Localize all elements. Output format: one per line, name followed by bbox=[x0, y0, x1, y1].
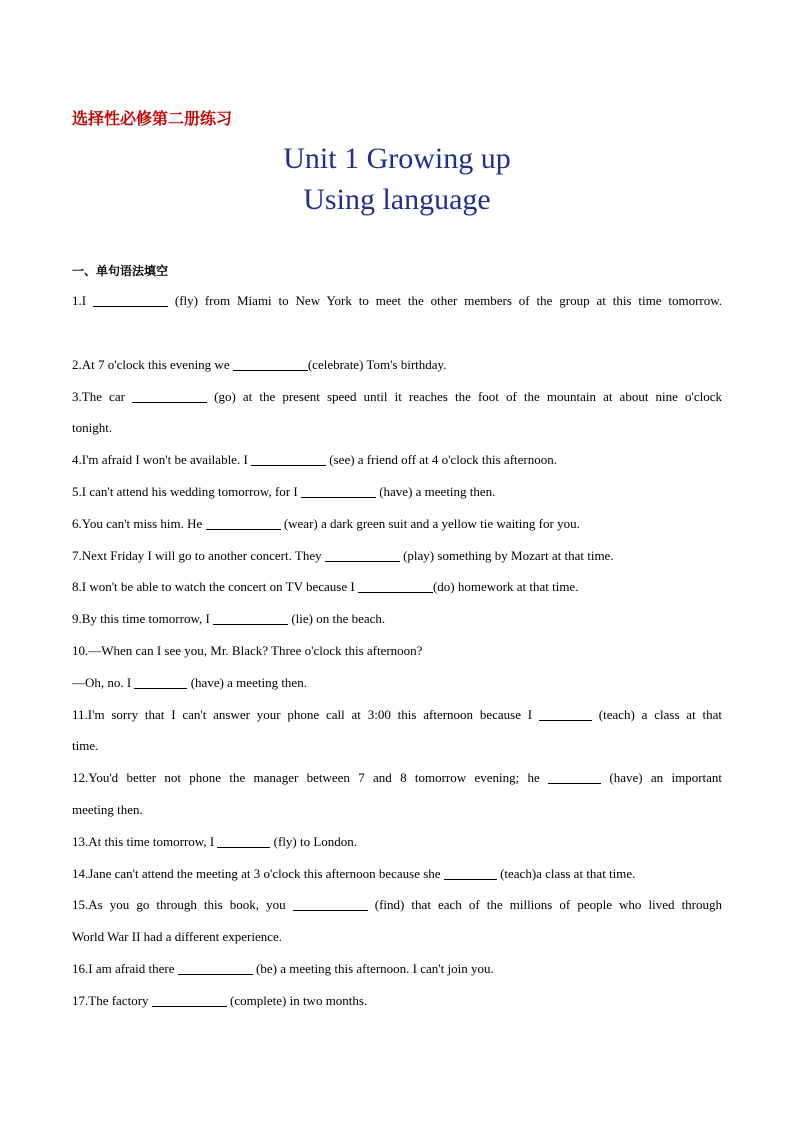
question-5: 5.I can't attend his wedding tomorrow, for I (have) a meeting then. bbox=[72, 484, 496, 499]
question-8: 8.I won't be able to watch the concert on TV because I (do) homework at that time. bbox=[72, 579, 579, 594]
section-heading: 一、单句语法填空 bbox=[72, 264, 169, 278]
question-4: 4.I'm afraid I won't be available. I (see) a friend off at 4 o'clock this afternoon. bbox=[72, 452, 557, 467]
question-17: 17.The factory (complete) in two months. bbox=[72, 993, 368, 1008]
question-6: 6.You can't miss him. He (wear) a dark green suit and a yellow tie waiting for you. bbox=[72, 516, 580, 531]
series-tag: 选择性必修第二册练习 bbox=[72, 109, 233, 128]
answer-blank[interactable] bbox=[93, 292, 168, 307]
question-15-cont: World War II had a different experience. bbox=[72, 929, 283, 944]
answer-blank[interactable] bbox=[301, 483, 376, 498]
question-13: 13.At this time tomorrow, I (fly) to London. bbox=[72, 834, 358, 849]
question-11-cont: time. bbox=[72, 738, 99, 753]
question-10-reply: —Oh, no. I (have) a meeting then. bbox=[72, 675, 307, 690]
question-2: 2.At 7 o'clock this evening we (celebrate) Tom's birthday. bbox=[72, 357, 447, 372]
answer-blank[interactable] bbox=[134, 674, 187, 689]
question-10: 10.—When can I see you, Mr. Black? Three o'clock this afternoon? bbox=[72, 643, 423, 658]
lesson-title: Using language bbox=[303, 183, 491, 216]
answer-blank[interactable] bbox=[217, 833, 270, 848]
question-14: 14.Jane can't attend the meeting at 3 o'clock this afternoon because she (teach)a class at that time. bbox=[72, 866, 636, 881]
question-15: 15.As you go through this book, you (find) that each of the millions of people who lived through bbox=[72, 897, 723, 912]
unit-title: Unit 1 Growing up bbox=[283, 142, 511, 175]
answer-blank[interactable] bbox=[358, 578, 433, 593]
answer-blank[interactable] bbox=[132, 388, 207, 403]
question-7: 7.Next Friday I will go to another concert. They (play) something by Mozart at that time. bbox=[72, 548, 614, 563]
answer-blank[interactable] bbox=[152, 992, 227, 1007]
question-16: 16.I am afraid there (be) a meeting this afternoon. I can't join you. bbox=[72, 961, 494, 976]
question-12: 12.You'd better not phone the manager between 7 and 8 tomorrow evening; he (have) an important bbox=[72, 770, 723, 785]
question-12-cont: meeting then. bbox=[72, 802, 143, 817]
answer-blank[interactable] bbox=[233, 356, 308, 371]
answer-blank[interactable] bbox=[206, 515, 281, 530]
question-1: 1.I (fly) from Miami to New York to meet the other members of the group at this time tomorrow. bbox=[72, 293, 723, 308]
answer-blank[interactable] bbox=[213, 610, 288, 625]
question-9: 9.By this time tomorrow, I (lie) on the beach. bbox=[72, 611, 386, 626]
answer-blank[interactable] bbox=[539, 706, 592, 721]
answer-blank[interactable] bbox=[178, 960, 253, 975]
answer-blank[interactable] bbox=[251, 451, 326, 466]
answer-blank[interactable] bbox=[293, 896, 368, 911]
answer-blank[interactable] bbox=[548, 769, 601, 784]
question-3-cont: tonight. bbox=[72, 420, 113, 435]
answer-blank[interactable] bbox=[444, 865, 497, 880]
answer-blank[interactable] bbox=[325, 547, 400, 562]
question-3: 3.The car (go) at the present speed until it reaches the foot of the mountain at about nine o'clock bbox=[72, 389, 722, 404]
question-11: 11.I'm sorry that I can't answer your phone call at 3:00 this afternoon because I (teach) a class at that bbox=[72, 707, 722, 722]
